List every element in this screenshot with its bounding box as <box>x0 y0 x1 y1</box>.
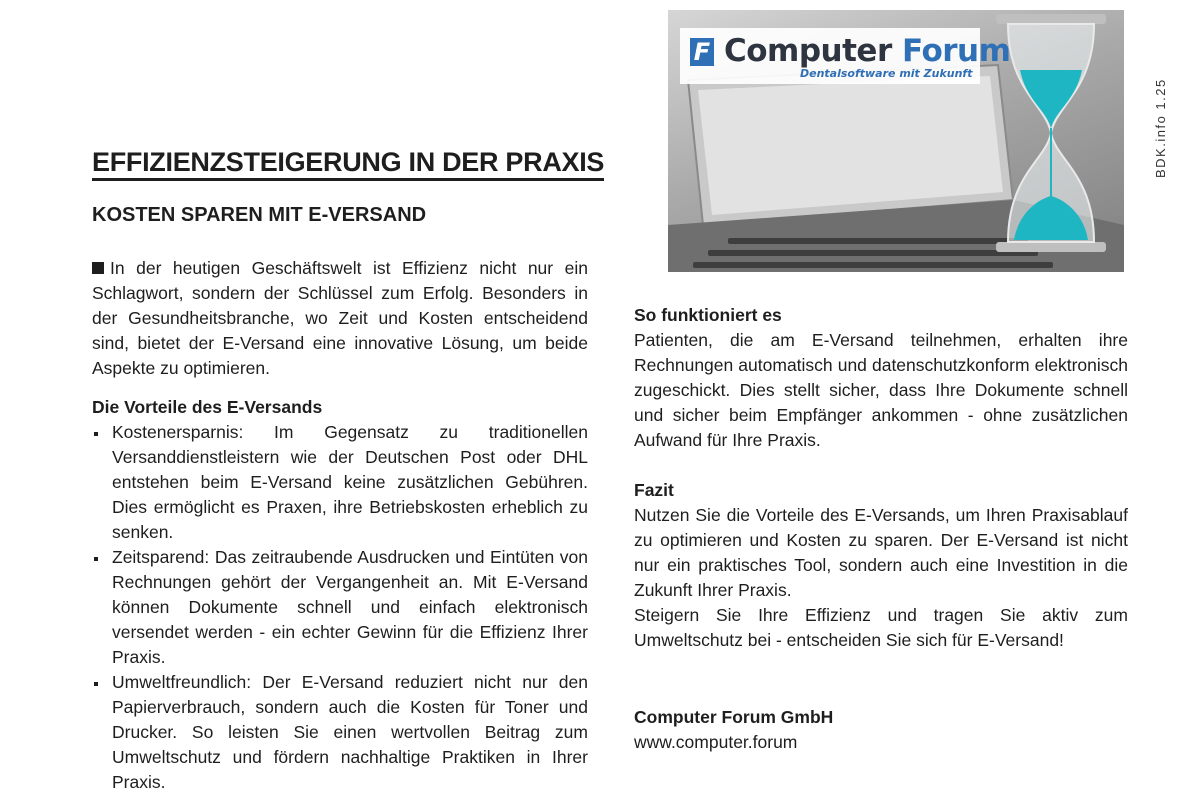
logo-wordmark-forum: Forum <box>902 33 1011 69</box>
right-column <box>634 303 1128 755</box>
list-item: Kostenersparnis: Im Gegensatz zu traditionellen Versanddienstleistern wie der Deutschen Post oder DHL entstehen beim E-Versand keine zusätzlichen Gebühren. Dies ermöglicht es Praxen, ihre Betriebskosten erheblich zu senken. <box>92 420 588 545</box>
vorteile-heading: Die Vorteile des E-Versands <box>92 397 323 417</box>
intro-paragraph <box>92 256 588 381</box>
left-column <box>92 256 588 795</box>
fazit-heading: Fazit <box>634 480 674 500</box>
logo-tagline: Dentalsoftware mit Zukunft <box>800 67 973 80</box>
list-item: Umweltfreundlich: Der E-Versand reduziert nicht nur den Papierverbrauch, sondern auch die Kosten für Toner und Drucker. So leisten Sie einen wertvollen Beitrag zum Umweltschutz und fördern nachhaltige Praktiken in Ihrer Praxis. <box>92 670 588 795</box>
funktion-heading: So funktioniert es <box>634 305 782 325</box>
vorteile-list <box>92 420 588 795</box>
issue-label: BDK.info 1.25 <box>1153 78 1168 178</box>
intro-text: In der heutigen Geschäftswelt ist Effizienz nicht nur ein Schlagwort, sondern der Schlüssel zum Erfolg. Besonders in der Gesundheitsbranche, wo Zeit und Kosten entscheidend sind, bietet der E-Versand eine innovative Lösung, um beide Aspekte zu optimieren. <box>92 258 588 378</box>
company-url[interactable]: www.computer.forum <box>634 732 798 752</box>
logo-wordmark <box>724 33 1010 69</box>
company-name: Computer Forum GmbH <box>634 707 834 727</box>
logo-wordmark-computer: Computer <box>724 33 892 69</box>
page-subtitle: KOSTEN SPAREN MIT E-VERSAND <box>92 204 427 226</box>
computer-forum-logo-icon: F <box>690 38 714 66</box>
square-bullet-icon <box>92 262 104 274</box>
fazit-text: Nutzen Sie die Vorteile des E-Versands, um Ihren Praxisablauf zu optimieren und Kosten zu sparen. Der E-Versand ist nicht nur ein praktisches Tool, sondern auch eine Investition in die Zukunft Ihrer Praxis. <box>634 505 1128 600</box>
page-title: EFFIZIENZSTEIGERUNG IN DER PRAXIS <box>92 148 604 181</box>
funktion-text: Patienten, die am E-Versand teilnehmen, erhalten ihre Rechnungen automatisch und datenschutzkonform elektronisch zugeschickt. Dies stellt sicher, dass Ihre Dokumente schnell und sicher beim Empfänger ankommen - ohne zusätzlichen Aufwand für Ihre Praxis. <box>634 330 1128 450</box>
fazit-call-to-action: Steigern Sie Ihre Effizienz und tragen Sie aktiv zum Umweltschutz bei - entscheiden Sie sich für E-Versand! <box>634 605 1128 650</box>
list-item: Zeitsparend: Das zeitraubende Ausdrucken und Eintüten von Rechnungen gehört der Vergangenheit an. Mit E-Versand können Dokumente schnell und einfach elektronisch versendet werden - ein echter Gewinn für die Effizienz Ihrer Praxis. <box>92 545 588 670</box>
